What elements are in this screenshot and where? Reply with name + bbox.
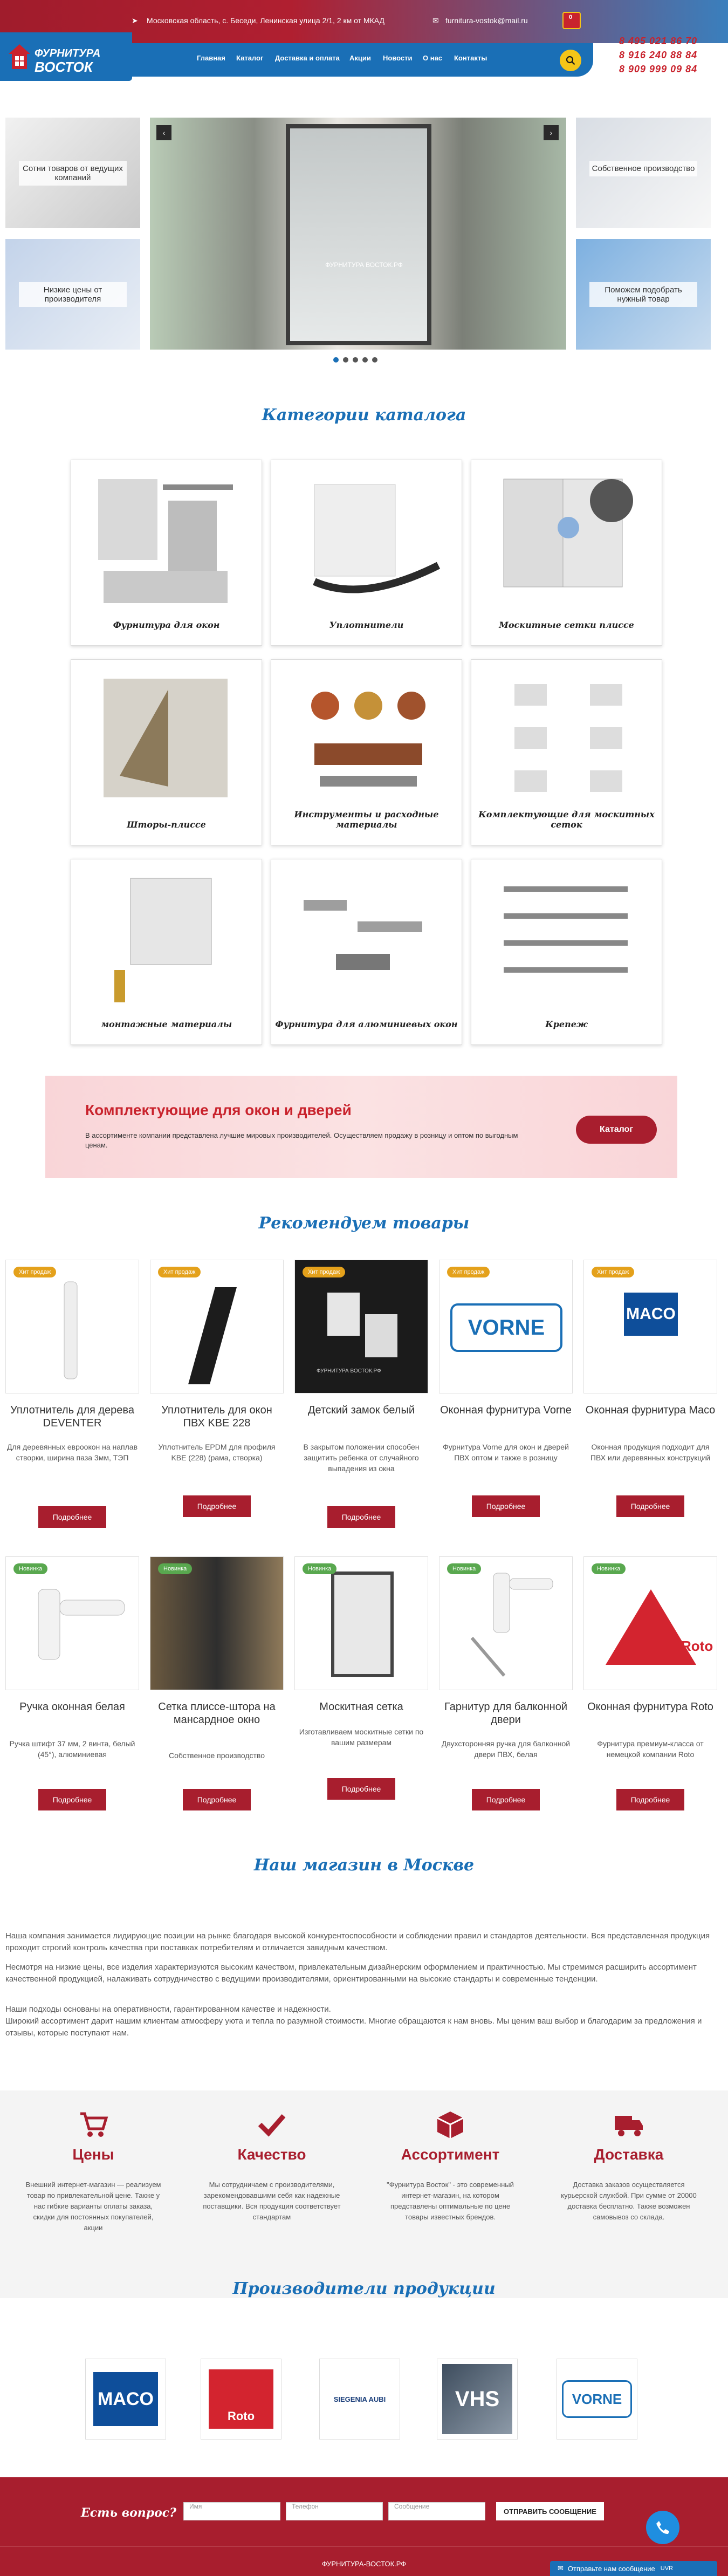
search-button[interactable] bbox=[560, 50, 581, 71]
phone-3[interactable]: 8 909 999 09 84 bbox=[619, 64, 698, 74]
chevron-left-icon: ‹ bbox=[162, 128, 166, 137]
roto-brand-text: Roto bbox=[209, 2369, 273, 2429]
promo-text: В ассортименте компании представлена лучшие мировых производителей. Осуществляем продажу в розницу и оптом по выгодным ценам. bbox=[85, 1131, 518, 1149]
lock-watermark: ФУРНИТУРА ВОСТОК.РФ bbox=[317, 1368, 381, 1374]
mosquito-net-image bbox=[295, 1557, 429, 1691]
category-card[interactable] bbox=[471, 659, 662, 845]
slider-prev-button[interactable] bbox=[156, 125, 171, 140]
hit-badge: Хит продаж bbox=[13, 1267, 56, 1277]
logo-line-1: ФУРНИТУРА bbox=[35, 47, 101, 59]
header-address: Московская область, с. Беседи, Ленинская улица 2/1, 2 км от МКАД bbox=[147, 16, 385, 25]
product-name[interactable]: Уплотнитель для дерева DEVENTER bbox=[10, 1404, 134, 1429]
new-badge: Новинка bbox=[592, 1563, 626, 1574]
message-input[interactable]: Сообщение bbox=[388, 2502, 485, 2520]
vorne-logo: VORNE bbox=[450, 1303, 562, 1352]
category-card[interactable] bbox=[71, 859, 262, 1045]
nav-item-contacts[interactable]: Контакты bbox=[454, 54, 487, 62]
hero-tile-production[interactable] bbox=[576, 118, 711, 228]
about-paragraph: Широкий ассортимент дарит нашим клиентам атмосферу уюта и тепла по разумной стоимости. Многие обращаются к нам вновь. Мы ценим ваш выбор и благодарим за предложения и отзывы, которые поступают нам. bbox=[5, 2017, 702, 2038]
details-button[interactable]: Подробнее bbox=[472, 1495, 540, 1517]
category-label: Крепеж bbox=[545, 1019, 588, 1029]
hero-tile-prices[interactable] bbox=[5, 239, 140, 350]
details-button[interactable]: Подробнее bbox=[327, 1778, 395, 1800]
new-badge: Новинка bbox=[13, 1563, 47, 1574]
slider-dots bbox=[333, 357, 382, 364]
category-image bbox=[482, 468, 652, 614]
product-image[interactable] bbox=[150, 1260, 284, 1393]
slider-next-button[interactable] bbox=[544, 125, 559, 140]
phone-1[interactable]: 8 495 021 86 70 bbox=[619, 36, 698, 46]
product-description: Оконная продукция подходит для ПВХ или деревянных конструкций bbox=[590, 1443, 711, 1462]
brand-logo-siegenia[interactable] bbox=[319, 2359, 400, 2440]
product-name[interactable]: Москитная сетка bbox=[319, 1701, 403, 1713]
footer-site-name: ФУРНИТУРА-ВОСТОК.РФ bbox=[321, 2560, 407, 2568]
chat-service: UVR bbox=[660, 2565, 673, 2572]
category-card[interactable] bbox=[71, 460, 262, 646]
details-button[interactable]: Подробнее bbox=[327, 1506, 395, 1528]
feature-text: Внешний интернет-магазин — реализуем товар по привлекательной цене. Также у нас гибкие варианты оплаты заказа, скидки для постоянных покупателей, акции bbox=[25, 2181, 161, 2232]
category-image bbox=[282, 668, 452, 814]
send-message-button[interactable]: ОТПРАВИТЬ СООБЩЕНИЕ bbox=[496, 2502, 604, 2520]
brand-logo-roto[interactable] bbox=[201, 2359, 281, 2440]
category-image bbox=[82, 867, 252, 1013]
category-label: Шторы-плиссе bbox=[127, 819, 206, 830]
product-description: Уплотнитель EPDM для профиля KBE (228) (рама, створка) bbox=[158, 1443, 276, 1462]
category-image bbox=[282, 468, 452, 614]
chevron-right-icon: › bbox=[550, 128, 553, 137]
hit-badge: Хит продаж bbox=[447, 1267, 490, 1277]
new-badge: Новинка bbox=[447, 1563, 481, 1574]
categories-title: Категории каталога bbox=[262, 406, 466, 425]
product-description: В закрытом положении способен защитить ребенка от случайного выпадения из окна bbox=[303, 1443, 420, 1473]
nav-item-promos[interactable]: Акции bbox=[349, 54, 371, 62]
nav-item-about[interactable]: О нас bbox=[423, 54, 443, 62]
about-paragraph: Несмотря на низкие цены, все изделия характеризуются высоким качеством, привлекательным дизайнерским оформлением и практичностью. Мы стремимся расширить ассортимент качественной продукцией, налаживать сотрудничество с ведущими производителями, ориентированными на высокие стандарты и современные тенденции. bbox=[5, 1963, 697, 1984]
slider-dot[interactable] bbox=[372, 357, 377, 363]
siegenia-brand-text: SIEGENIA AUBI bbox=[333, 2395, 386, 2403]
product-name[interactable]: Детский замок белый bbox=[308, 1404, 415, 1416]
promo-title: Комплектующие для окон и дверей bbox=[85, 1102, 352, 1118]
brand-logo-vorne[interactable] bbox=[557, 2359, 637, 2440]
nav-item-delivery[interactable]: Доставка и оплата bbox=[275, 54, 340, 62]
maco-brand-text: MACO bbox=[93, 2372, 158, 2426]
handle-image bbox=[6, 1557, 140, 1691]
brands-title: Производители продукции bbox=[232, 2279, 496, 2298]
name-input[interactable]: Имя bbox=[183, 2502, 280, 2520]
product-description: Двухсторонняя ручка для балконной двери ПВХ, белая bbox=[441, 1739, 571, 1759]
cart-count: 0 bbox=[569, 14, 573, 21]
details-button[interactable]: Подробнее bbox=[183, 1789, 251, 1810]
chat-widget[interactable] bbox=[550, 2561, 717, 2576]
new-badge: Новинка bbox=[303, 1563, 336, 1574]
category-card[interactable] bbox=[271, 659, 462, 845]
category-label: Уплотнители bbox=[329, 620, 404, 630]
recommended-title: Рекомендуем товары bbox=[258, 1214, 470, 1233]
product-image[interactable] bbox=[5, 1556, 139, 1690]
seal-image bbox=[150, 1260, 284, 1394]
product-image[interactable] bbox=[294, 1260, 428, 1393]
cart-icon bbox=[77, 2108, 109, 2141]
details-button[interactable]: Подробнее bbox=[616, 1495, 684, 1517]
hero-tile-caption: Сотни товаров от ведущих компаний bbox=[19, 161, 127, 186]
category-label: Фурнитура для алюминиевых окон bbox=[275, 1019, 458, 1029]
category-card[interactable] bbox=[471, 859, 662, 1045]
product-description: Собственное производство bbox=[169, 1751, 265, 1760]
category-card[interactable] bbox=[71, 659, 262, 845]
hit-badge: Хит продаж bbox=[303, 1267, 345, 1277]
details-button[interactable]: Подробнее bbox=[38, 1506, 106, 1528]
product-description: Фурнитура Vorne для окон и дверей ПВХ оптом и также в розницу bbox=[443, 1443, 569, 1462]
hero-slide-image bbox=[286, 124, 431, 345]
category-card[interactable] bbox=[271, 460, 462, 646]
category-label: Фурнитура для окон bbox=[113, 620, 220, 630]
category-label: монтажные материалы bbox=[100, 1019, 232, 1029]
product-description: Изготавливаем москитные сетки по вашим размерам bbox=[299, 1727, 424, 1747]
catalog-button[interactable]: Каталог bbox=[576, 1116, 657, 1144]
category-image bbox=[82, 668, 252, 814]
category-image bbox=[482, 668, 652, 814]
category-card[interactable] bbox=[471, 460, 662, 646]
details-button[interactable]: Подробнее bbox=[183, 1495, 251, 1517]
product-name[interactable]: Оконная фурнитура Roto bbox=[587, 1701, 713, 1713]
check-icon bbox=[256, 2108, 288, 2141]
contact-form-title: Есть вопрос? bbox=[81, 2506, 177, 2520]
truck-icon bbox=[613, 2108, 645, 2141]
mail-icon: ✉ bbox=[432, 16, 439, 25]
product-name[interactable]: Оконная фурнитура Vorne bbox=[440, 1404, 572, 1416]
product-image[interactable] bbox=[150, 1556, 284, 1690]
category-label: Москитные сетки плиссе bbox=[499, 620, 634, 630]
product-image[interactable] bbox=[583, 1260, 717, 1393]
category-label: Инструменты и расходные материалы bbox=[294, 809, 439, 830]
hero-tile-brands[interactable] bbox=[5, 118, 140, 228]
roto-logo bbox=[584, 1557, 718, 1691]
feature-title: Доставка bbox=[594, 2146, 664, 2163]
details-button[interactable]: Подробнее bbox=[472, 1789, 540, 1810]
about-paragraph: Наши подходы основаны на оперативности, гарантированном качестве и надежности. bbox=[5, 2005, 331, 2014]
hero-tile-caption: Низкие цены от производителя bbox=[19, 282, 127, 307]
product-description: Ручка штифт 37 мм, 2 винта, белый (45°), алюминиевая bbox=[9, 1739, 135, 1759]
category-label: Комплектующие для москитных сеток bbox=[478, 809, 655, 830]
product-description: Фурнитура премиум-класса от немецкой компании Roto bbox=[597, 1739, 704, 1759]
hit-badge: Хит продаж bbox=[592, 1267, 634, 1277]
product-name[interactable]: Оконная фурнитура Maco bbox=[585, 1404, 716, 1416]
chat-icon: ✉ bbox=[558, 2564, 564, 2572]
hero-tile-caption: Поможем подобрать нужный товар bbox=[589, 282, 697, 307]
logo-line-2: ВОСТОК bbox=[35, 59, 93, 75]
nav-item-home[interactable]: Главная bbox=[197, 54, 225, 62]
feature-title: Ассортимент bbox=[401, 2146, 500, 2163]
product-name[interactable]: Гарнитур для балконной двери bbox=[444, 1701, 567, 1726]
about-title: Наш магазин в Москве bbox=[253, 1856, 475, 1875]
slider-dot[interactable] bbox=[353, 357, 358, 363]
header-email[interactable]: furnitura-vostok@mail.ru bbox=[445, 16, 528, 25]
brand-logo-vhs[interactable] bbox=[437, 2359, 518, 2440]
callback-button[interactable] bbox=[646, 2511, 679, 2544]
vorne-brand-text: VORNE bbox=[562, 2380, 632, 2418]
category-image bbox=[82, 468, 252, 614]
house-logo-icon bbox=[8, 43, 31, 70]
nav-item-catalog[interactable]: Каталог bbox=[236, 54, 264, 62]
details-button[interactable]: Подробнее bbox=[38, 1789, 106, 1810]
product-image[interactable] bbox=[294, 1556, 428, 1690]
category-image bbox=[482, 867, 652, 1013]
about-paragraph: Наша компания занимается лидирующие позиции на рынке благодаря высокой конкурентоспособности и соблюдении правил и стандартов деятельности. Вся представленная продукция проходит строгий контроль качества при поставках потребителям и отличается завидным качеством. bbox=[5, 1931, 710, 1952]
balcony-handle-image bbox=[439, 1557, 573, 1691]
feature-text: Доставка заказов осуществляется курьерской службой. При сумме от 20000 доставка бесплатно. Также возможен самовывоз со склада. bbox=[561, 2181, 697, 2221]
nav-item-news[interactable]: Новости bbox=[383, 54, 413, 62]
vhs-brand-text: VHS bbox=[442, 2364, 512, 2434]
category-card[interactable] bbox=[271, 859, 462, 1045]
slider-dot[interactable] bbox=[362, 357, 368, 363]
details-button[interactable]: Подробнее bbox=[616, 1789, 684, 1810]
brand-logo-maco[interactable] bbox=[85, 2359, 166, 2440]
feature-text: "Фурнитура Восток" - это современный интернет-магазин, на котором представлены оптимальные по цене товары известных брендов. bbox=[387, 2181, 514, 2221]
feature-text: Мы сотрудничаем с производителями, зарекомендовавшими себя как надежные поставщики. Вся продукция соответствует стандартам bbox=[203, 2181, 341, 2221]
product-image[interactable] bbox=[439, 1260, 573, 1393]
product-image[interactable] bbox=[439, 1556, 573, 1690]
hero-slide-caption: ФУРНИТУРА ВОСТОК.РФ bbox=[325, 261, 403, 269]
hero-tile-caption: Собственное производство bbox=[589, 161, 697, 176]
product-name[interactable]: Ручка оконная белая bbox=[19, 1701, 125, 1713]
box-icon bbox=[434, 2108, 466, 2141]
logo-title bbox=[35, 47, 126, 74]
hero-tile-help[interactable] bbox=[576, 239, 711, 350]
seal-image bbox=[6, 1260, 140, 1394]
category-image bbox=[282, 867, 452, 1013]
slider-dot[interactable] bbox=[333, 357, 339, 363]
product-image[interactable] bbox=[5, 1260, 139, 1393]
search-icon bbox=[566, 56, 575, 65]
phone-icon bbox=[655, 2519, 671, 2536]
phone-input[interactable]: Телефон bbox=[286, 2502, 383, 2520]
location-pin-icon: ➤ bbox=[132, 16, 138, 25]
roto-logo-text: Roto bbox=[681, 1638, 713, 1654]
maco-logo: MACO bbox=[624, 1293, 678, 1336]
chat-text: Отправьте нам сообщение bbox=[567, 2564, 655, 2573]
product-image[interactable] bbox=[583, 1556, 717, 1690]
product-name[interactable]: Сетка плиссе-шторa на мансардное окно bbox=[158, 1701, 276, 1726]
new-badge: Новинка bbox=[158, 1563, 192, 1574]
feature-title: Цены bbox=[72, 2146, 114, 2163]
product-description: Для деревянных евроокон на наплав створки, ширина паза 3мм, ТЭП bbox=[6, 1443, 138, 1462]
hit-badge: Хит продаж bbox=[158, 1267, 201, 1277]
phone-2[interactable]: 8 916 240 88 84 bbox=[619, 50, 698, 60]
product-name[interactable]: Уплотнитель для окон ПВХ KBE 228 bbox=[161, 1404, 272, 1429]
slider-dot[interactable] bbox=[343, 357, 348, 363]
feature-title: Качество bbox=[237, 2146, 306, 2163]
